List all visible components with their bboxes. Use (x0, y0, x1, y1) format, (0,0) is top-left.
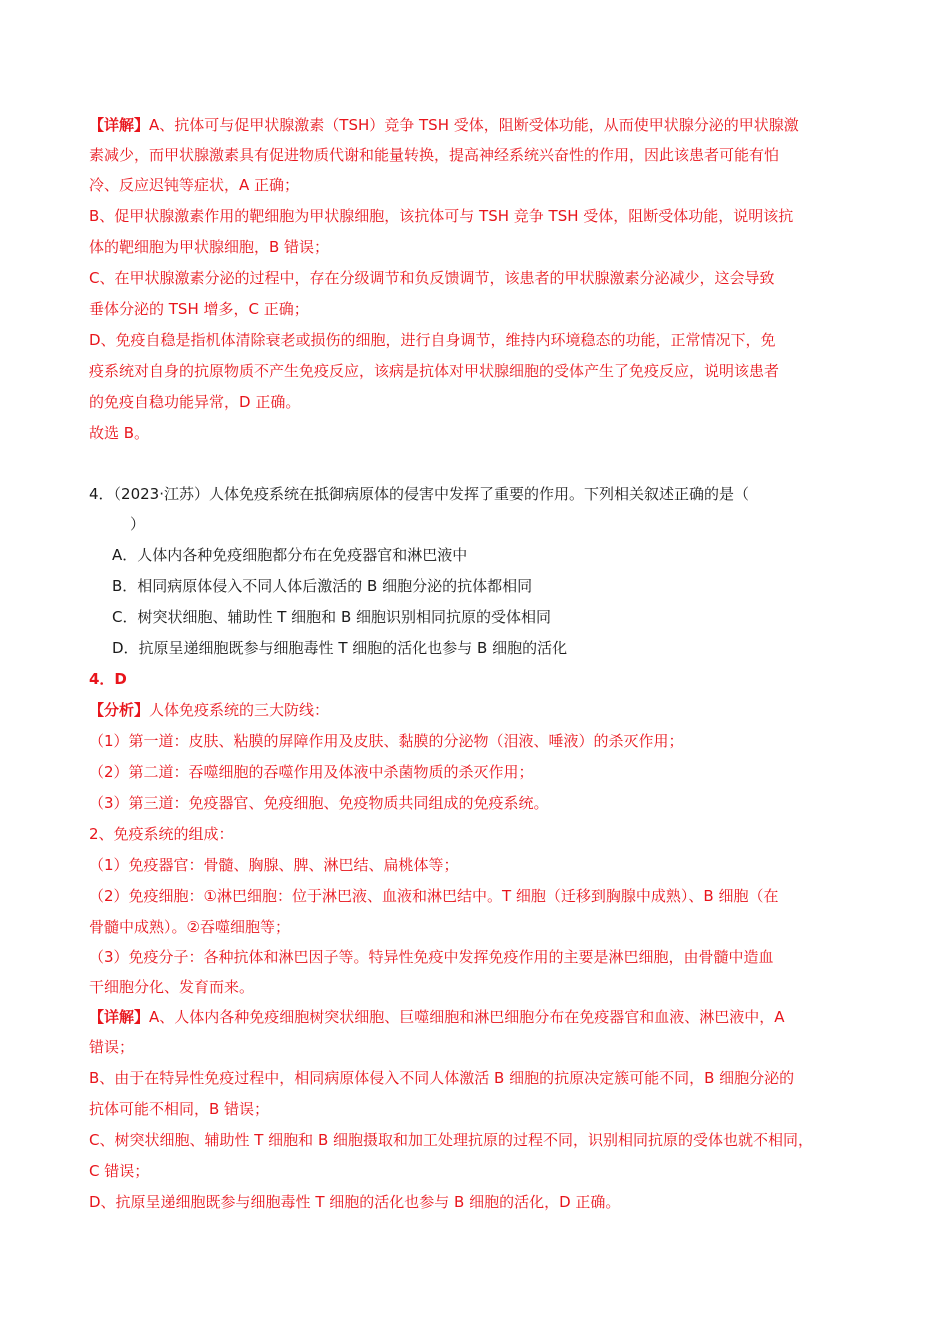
q4-analysis-s2-p3-line-2: 干细胞分化、发育而来。 (89, 978, 255, 996)
q4-analysis-s2-p3-line-1: （3）免疫分子：各种抗体和淋巴因子等。特异性免疫中发挥免疫作用的主要是淋巴细胞，由骨髓中造血 (89, 948, 774, 966)
explain-text: A、抗体可与促甲状腺激素（TSH）竞争 TSH 受体，阻断受体功能，从而使甲状腺分泌的甲状腺激 (149, 116, 799, 134)
q3-explain-d-line-2: 疫系统对自身的抗原物质不产生免疫反应，该病是抗体对甲状腺细胞的受体产生了免疫反应，说明该患者 (89, 362, 780, 380)
q3-conclusion: 故选 B。 (89, 424, 150, 442)
q4-explain-b-line-2: 抗体可能不相同，B 错误； (89, 1100, 270, 1118)
q4-option-d: D．抗原呈递细胞既参与细胞毒性 T 细胞的活化也参与 B 细胞的活化 (112, 639, 568, 657)
q3-explain-c-line-1: C、在甲状腺激素分泌的过程中，存在分级调节和负反馈调节，该患者的甲状腺激素分泌减少，这会导致 (89, 269, 775, 287)
q4-explain-a-line-2: 错误； (89, 1038, 135, 1056)
q4-explain-c-line-2: C 错误； (89, 1162, 150, 1180)
explain-tag: 【详解】 (89, 1008, 150, 1026)
q3-explain-line-2: 素减少，而甲状腺激素具有促进物质代谢和能量转换，提高神经系统兴奋性的作用，因此该患者可能有怕 (89, 146, 780, 164)
q4-analysis-s2-p2-line-1: （2）免疫细胞：①淋巴细胞：位于淋巴液、血液和淋巴结中。T 细胞（迁移到胸腺中成熟）、B 细胞（在 (89, 887, 779, 905)
q4-analysis-s2-title: 2、免疫系统的组成： (89, 825, 234, 843)
q4-analysis-s2-p1: （1）免疫器官：骨髓、胸腺、脾、淋巴结、扁桃体等； (89, 856, 459, 874)
q4-option-c: C．树突状细胞、辅助性 T 细胞和 B 细胞识别相同抗原的受体相同 (112, 608, 552, 626)
q4-option-a: A．人体内各种免疫细胞都分布在免疫器官和淋巴液中 (112, 546, 468, 564)
q4-option-b: B．相同病原体侵入不同人体后激活的 B 细胞分泌的抗体都相同 (112, 577, 533, 595)
q4-explain-c-line-1: C、树突状细胞、辅助性 T 细胞和 B 细胞摄取和加工处理抗原的过程不同，识别相同抗原的受体也就不相同， (89, 1131, 814, 1149)
q4-explain-a-line-1 (89, 1007, 785, 1027)
q4-analysis-s2-p2-line-2: 骨髓中成熟）。②吞噬细胞等； (89, 918, 290, 936)
q4-explain-b-line-1: B、由于在特异性免疫过程中，相同病原体侵入不同人体激活 B 细胞的抗原决定簇可能不同，B 细胞分泌的 (89, 1069, 795, 1087)
q4-explain-d-line-1: D、抗原呈递细胞既参与细胞毒性 T 细胞的活化也参与 B 细胞的活化，D 正确。 (89, 1193, 621, 1211)
q4-answer: 4．D (89, 670, 127, 688)
q4-stem-line-2: ） (130, 515, 146, 533)
q3-explain-d-line-3: 的免疫自稳功能异常，D 正确。 (89, 393, 301, 411)
q4-analysis-p1: （1）第一道：皮肤、粘膜的屏障作用及皮肤、黏膜的分泌物（泪液、唾液）的杀灭作用； (89, 732, 684, 750)
q3-explain-c-line-2: 垂体分泌的 TSH 增多，C 正确； (89, 300, 309, 318)
q4-analysis-p3: （3）第三道：免疫器官、免疫细胞、免疫物质共同组成的免疫系统。 (89, 794, 549, 812)
analysis-title-text: 人体免疫系统的三大防线： (149, 701, 330, 719)
q3-explain-line-3: 冷、反应迟钝等症状，A 正确； (89, 176, 300, 194)
q3-explain-b-line-1: B、促甲状腺激素作用的靶细胞为甲状腺细胞，该抗体可与 TSH 竞争 TSH 受体，阻断受体功能，说明该抗 (89, 207, 794, 225)
q3-explain-d-line-1: D、免疫自稳是指机体清除衰老或损伤的细胞，进行自身调节，维持内环境稳态的功能，正常情况下，免 (89, 331, 776, 349)
explain-tag: 【详解】 (89, 116, 150, 134)
q4-analysis-title (89, 700, 329, 720)
q3-explain-line-1 (89, 115, 799, 135)
analysis-tag: 【分析】 (89, 701, 150, 719)
q4-analysis-p2: （2）第二道：吞噬细胞的吞噬作用及体液中杀菌物质的杀灭作用； (89, 763, 534, 781)
q3-explain-b-line-2: 体的靶细胞为甲状腺细胞，B 错误； (89, 238, 330, 256)
q4-stem-line-1: 4．（2023·江苏）人体免疫系统在抵御病原体的侵害中发挥了重要的作用。下列相关叙述正确的是（ (89, 485, 749, 503)
explain-text: A、人体内各种免疫细胞树突状细胞、巨噬细胞和淋巴细胞分布在免疫器官和血液、淋巴液中，A (149, 1008, 785, 1026)
